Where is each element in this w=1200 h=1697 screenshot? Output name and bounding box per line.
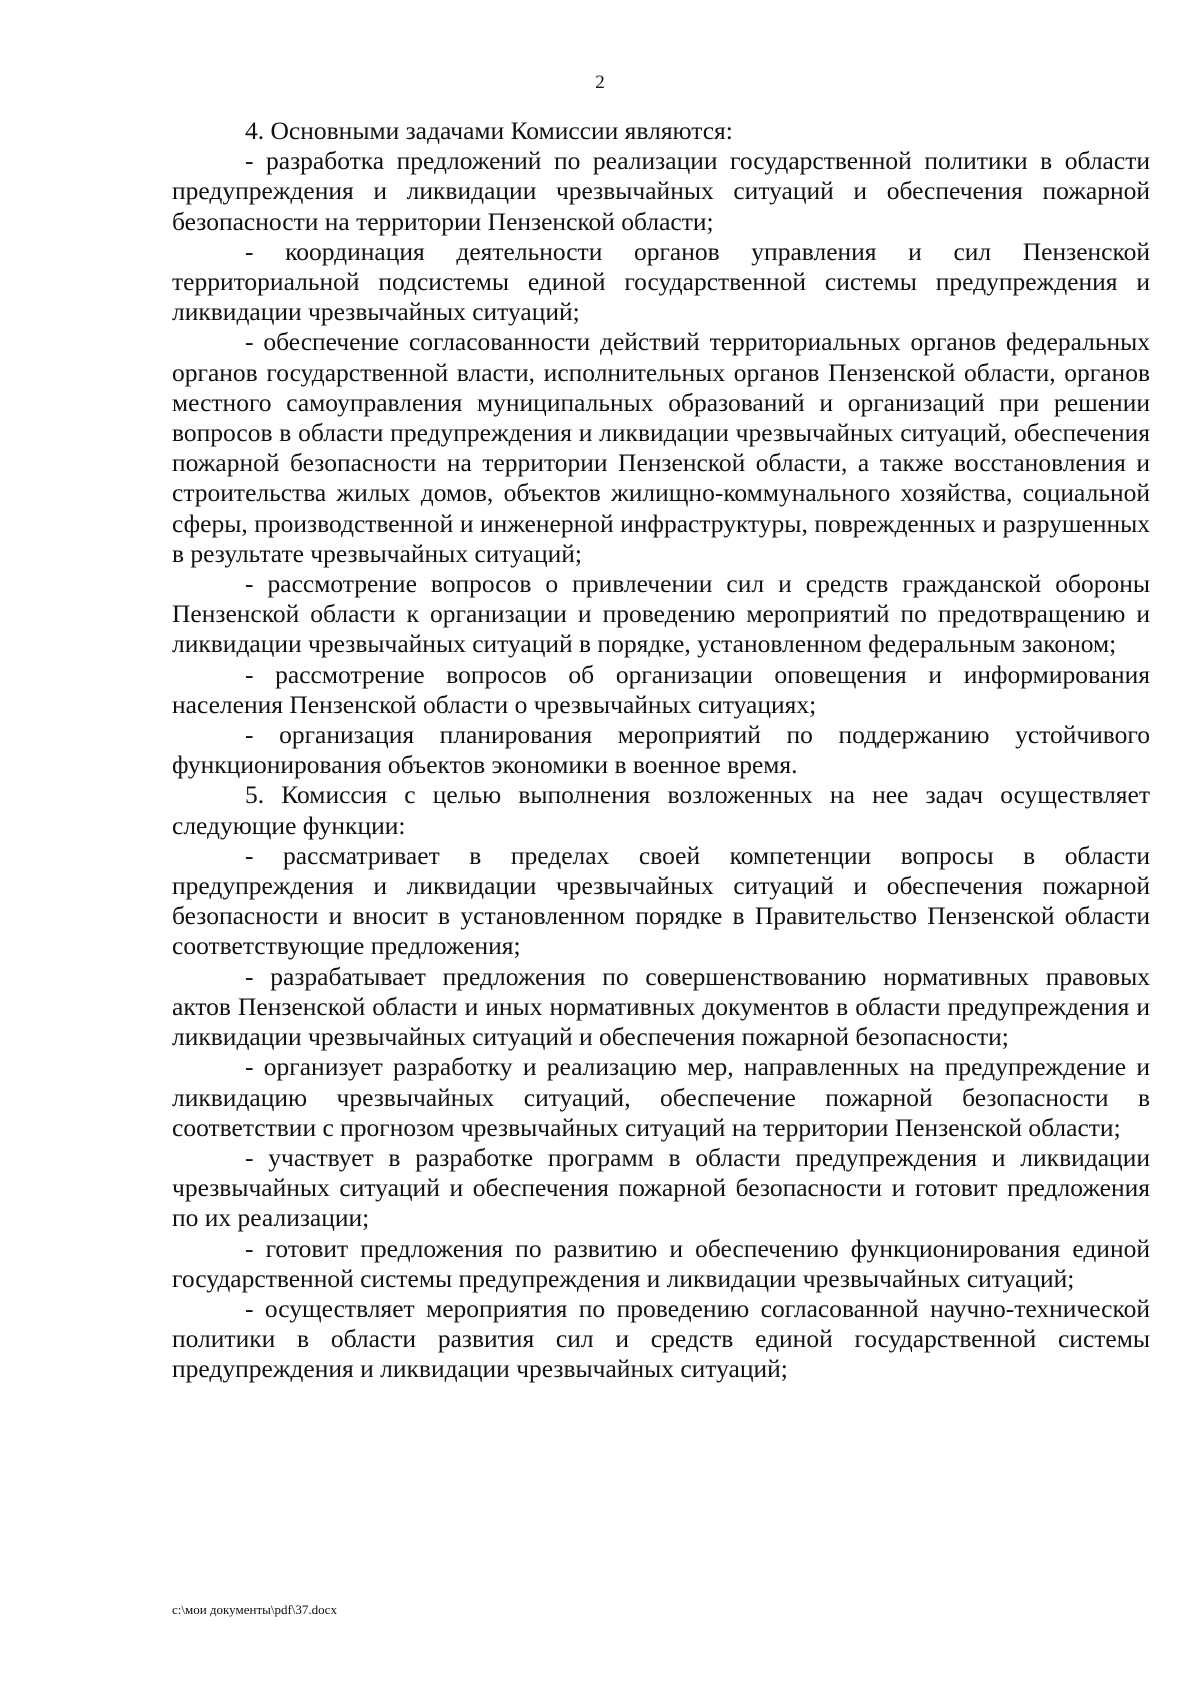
paragraph-task-6: - организация планирования мероприятий по поддержанию устойчивого функционирования объектов экономики в военное время.	[172, 720, 1150, 780]
paragraph-task-2: - координация деятельности органов управления и сил Пензенской территориальной подсистемы единой государственной системы предупреждения и ликвидации чрезвычайных ситуаций;	[172, 236, 1150, 327]
document-body	[172, 116, 1150, 1385]
paragraph-function-5: - готовит предложения по развитию и обеспечению функционирования единой государственной системы предупреждения и ликвидации чрезвычайных ситуаций;	[172, 1233, 1150, 1293]
paragraph-function-6: - осуществляет мероприятия по проведению согласованной научно-технической политики в области развития сил и средств единой государственной системы предупреждения и ликвидации чрезвычайных ситуаций;	[172, 1293, 1150, 1384]
paragraph-task-1: - разработка предложений по реализации государственной политики в области предупреждения и ликвидации чрезвычайных ситуаций и обеспечения пожарной безопасности на территории Пензенской области;	[172, 146, 1150, 236]
footer-file-path: c:\мои документы\pdf\37.docx	[172, 1602, 337, 1617]
paragraph-task-3: - обеспечение согласованности действий территориальных органов федеральных органов государственной власти, исполнительных органов Пензенской области, органов местного самоуправления муниципальных образований и организаций при решении вопросов в области предупреждения и ликвидации чрезвычайных ситуаций, обеспечения пожарной безопасности на территории Пензенской области, а также восстановления и строительства жилых домов, объектов жилищно-коммунального хозяйства, социальной сферы, производственной и инженерной инфраструктуры, поврежденных и разрушенных в результате чрезвычайных ситуаций;	[172, 327, 1150, 568]
paragraph-function-1: - рассматривает в пределах своей компетенции вопросы в области предупреждения и ликвидации чрезвычайных ситуаций и обеспечения пожарной безопасности и вносит в установленном порядке в Правительство Пензенской области соответствующие предложения;	[172, 840, 1150, 961]
paragraph-task-4: - рассмотрение вопросов о привлечении сил и средств гражданской обороны Пензенской области к организации и проведению мероприятий по предотвращению и ликвидации чрезвычайных ситуаций в порядке, установленном федеральным законом;	[172, 569, 1150, 659]
page-number: 2	[595, 72, 605, 93]
paragraph-function-4: - участвует в разработке программ в области предупреждения и ликвидации чрезвычайных ситуаций и обеспечения пожарной безопасности и готовит предложения по их реализации;	[172, 1142, 1150, 1233]
paragraph-task-5: - рассмотрение вопросов об организации оповещения и информирования населения Пензенской области о чрезвычайных ситуациях;	[172, 659, 1150, 719]
paragraph-function-heading: 5. Комиссия с целью выполнения возложенных на нее задач осуществляет следующие функции:	[172, 780, 1150, 840]
paragraph-function-2: - разрабатывает предложения по совершенствованию нормативных правовых актов Пензенской области и иных нормативных документов в области предупреждения и ликвидации чрезвычайных ситуаций и обеспечения пожарной безопасности;	[172, 961, 1150, 1052]
paragraph-function-3: - организует разработку и реализацию мер, направленных на предупреждение и ликвидацию чрезвычайных ситуаций, обеспечение пожарной безопасности в соответствии с прогнозом чрезвычайных ситуаций на территории Пензенской области;	[172, 1052, 1150, 1142]
paragraph-task-heading: 4. Основными задачами Комиссии являются:	[245, 116, 733, 145]
